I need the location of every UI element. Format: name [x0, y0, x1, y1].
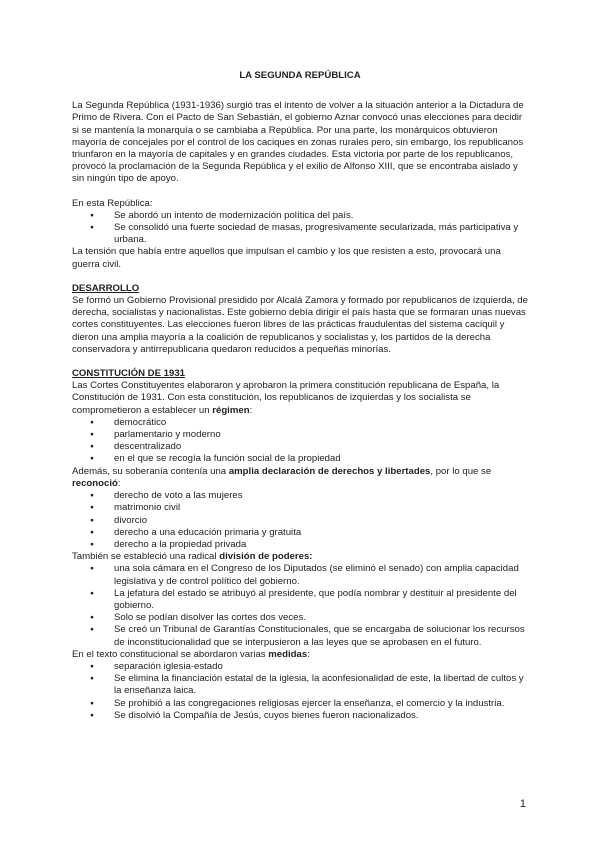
tension-paragraph: La tensión que había entre aquellos que impulsan el cambio y los que resisten a esto, provocará una guerra civil. — [72, 246, 501, 270]
medidas-bold: medidas — [268, 648, 308, 660]
list-item: ● derecho de voto a las mujeres — [114, 490, 528, 502]
division-paragraph — [72, 551, 528, 563]
list-item: ● derecho a la propiedad privada — [114, 539, 528, 551]
list-item: ● Se elimina la financiación estatal de la iglesia, la aconfesionalidad de este, la libertad de cultos y la enseñanza laica. — [114, 673, 528, 697]
division-pre: También se estableció una radical — [72, 551, 220, 563]
soberania-pre: Además, su soberanía contenía una — [72, 465, 229, 477]
document-title: LA SEGUNDA REPÚBLICA — [239, 70, 361, 81]
list-item: ● La jefatura del estado se atribuyó al presidente, que podía nombrar y destituir al presidente del gobierno. — [114, 588, 528, 612]
division-bold: división de poderes: — [219, 551, 313, 563]
medidas-pre: En el texto constitucional se abordaron varias — [72, 648, 269, 660]
list-item: ● derecho a una educación primaria y gratuita — [114, 527, 528, 539]
list-item: ● parlamentario y moderno — [114, 429, 528, 441]
list-item: ● Solo se podían disolver las cortes dos veces. — [114, 612, 528, 624]
document-page — [72, 70, 528, 722]
constitucion-heading: CONSTITUCIÓN DE 1931 — [72, 368, 186, 380]
division-list — [72, 563, 528, 648]
soberania-bold: amplia declaración de derechos y libertades — [228, 465, 431, 477]
list-item: ● descentralizado — [114, 441, 528, 453]
reconocio-colon: : — [117, 477, 121, 489]
desarrollo-heading: DESARROLLO — [72, 282, 140, 294]
list-item: ● matrimonio civil — [114, 502, 528, 514]
list-item: ● Se abordó un intento de modernización política del país. — [114, 210, 528, 222]
reconocio-word: reconoció — [72, 477, 118, 489]
regimen-list — [72, 417, 528, 466]
list-item: ● Se creó un Tribunal de Garantías Constitucionales, que se encargaba de solucionar los recursos de inconstitucionalidad que se interpusieron a las leyes que se aprobasen en el futuro. — [114, 624, 528, 648]
list-item: ● Se disolvió la Compañía de Jesús, cuyos bienes fueron nacionalizados. — [114, 710, 528, 722]
constitucion-paragraph — [72, 380, 528, 417]
list-item: ● Se consolidó una fuerte sociedad de masas, progresivamente secularizada, más participativa y urbana. — [114, 222, 528, 246]
regimen-colon: : — [249, 404, 253, 416]
republic-lead: En esta República: — [72, 197, 153, 209]
desarrollo-paragraph: Se formó un Gobierno Provisional presidido por Alcalá Zamora y formado por republicanos de izquierda, de derecha, socialistas y nacionalistas. Este gobierno debía dirigir el país hasta que se formaran unas nuevas cortes constituyentes. Las elecciones fueron libres de las prácticas fraudulentas del sistema caciquil y dieron una amplia mayoría a la coalición de republicanos y socialistas y, los partidos de la derecha conservadora y antirrepublicana quedaron reducidos a pequeñas minorías. — [72, 295, 528, 355]
list-item: ● en el que se recogía la función social de la propiedad — [114, 453, 528, 465]
soberania-paragraph — [72, 466, 528, 490]
medidas-paragraph — [72, 649, 528, 661]
medidas-colon: : — [307, 648, 310, 660]
intro-paragraph: La Segunda República (1931-1936) surgió tras el intento de volver a la situación anterior a la Dictadura de Primo de Rivera. Con el Pacto de San Sebastián, el gobierno Aznar convocó unas elecciones para decidir si se mantenía la monarquía o se cambiaba a República. Por una parte, los monárquicos obtuvieron mayoría de concejales por el control de los caciques en zonas rurales pero, sin embargo, los republicanos triunfaron en la mayoría de capitales y en grandes ciudades. Esta victoria por parte de los republicanos, provocó la proclamación de la Segunda República y el exilio de Alfonso XIII, que se encontraba aislado y sin ningún tipo de apoyo. — [72, 100, 524, 185]
list-item: ● democrático — [114, 417, 528, 429]
derechos-list — [72, 490, 528, 551]
medidas-list — [72, 661, 528, 722]
page-number: 1 — [519, 798, 526, 810]
list-item: ● Se prohibió a las congregaciones religiosas ejercer la enseñanza, el comercio y la industria. — [114, 698, 528, 710]
soberania-post: , por lo que se — [430, 465, 492, 477]
republic-list — [72, 210, 528, 247]
list-item: ● separación iglesia-estado — [114, 661, 528, 673]
regimen-word: régimen — [212, 404, 250, 416]
list-item: ● una sola cámara en el Congreso de los Diputados (se eliminó el senado) con amplia capacidad legislativa y de control político del gobierno. — [114, 563, 528, 587]
constitucion-text: Las Cortes Constituyentes elaboraron y aprobaron la primera constitución republicana de España, la Constitución de 1931. Con esta constitución, los republicanos de izquierdas y los socialista se comprometieron a establecer un — [72, 380, 500, 416]
list-item: ● divorcio — [114, 515, 528, 527]
